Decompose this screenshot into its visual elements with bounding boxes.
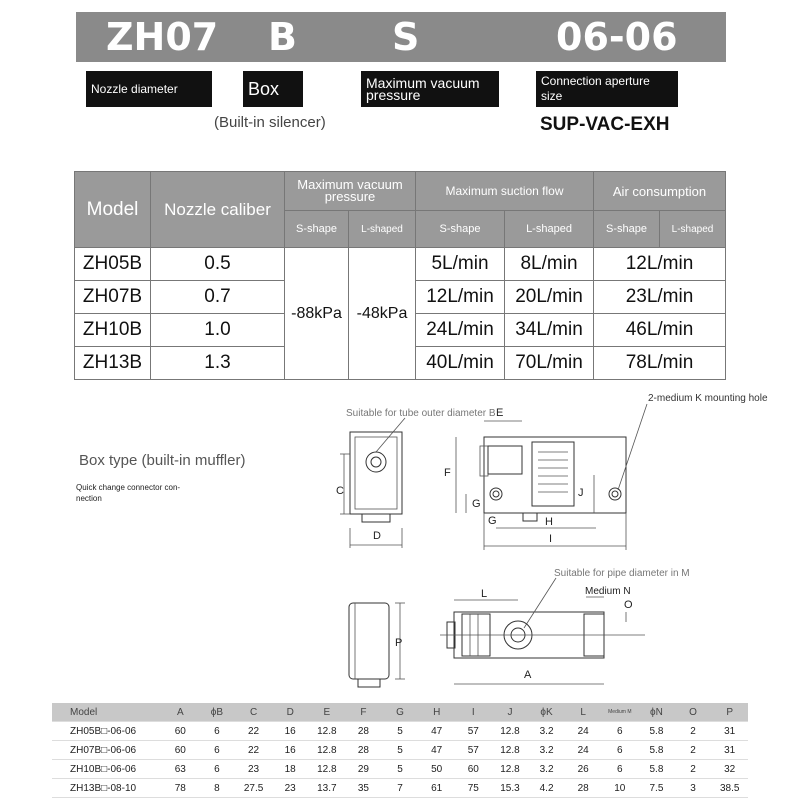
- header-air-consumption: Air consumption: [594, 172, 726, 211]
- dim-cell: 5: [382, 760, 419, 779]
- dim-header-cell: E: [309, 703, 346, 722]
- dim-l: L: [481, 588, 488, 600]
- dim-header-cell: ϕN: [638, 703, 675, 722]
- dim-cell: 16: [272, 722, 309, 741]
- dim-cell: 23: [272, 779, 309, 798]
- dim-d: D: [373, 530, 381, 542]
- dim-cell: 61: [418, 779, 455, 798]
- cell-vacuum-l: -48kPa: [349, 248, 416, 380]
- dim-cell: 60: [162, 741, 199, 760]
- dim-header-cell: ϕK: [528, 703, 565, 722]
- dim-h: H: [545, 516, 553, 528]
- dim-cell: 24: [565, 741, 602, 760]
- dim-cell: 5: [382, 741, 419, 760]
- cell-model: ZH05B: [75, 248, 151, 281]
- dim-cell: 57: [455, 722, 492, 741]
- dim-header-cell: P: [711, 703, 748, 722]
- dim-header-cell: G: [382, 703, 419, 722]
- dim-cell: 60: [455, 760, 492, 779]
- dim-cell: 12.8: [492, 722, 529, 741]
- cell-air: 12L/min: [594, 248, 726, 281]
- dim-cell: 26: [565, 760, 602, 779]
- dim-cell: 60: [162, 722, 199, 741]
- table-row: [52, 741, 748, 760]
- dim-header-cell: Medium M: [602, 703, 639, 722]
- dim-p: P: [395, 637, 403, 649]
- dim-cell: 35: [345, 779, 382, 798]
- cell-caliber: 1.0: [151, 314, 285, 347]
- front-view: [456, 404, 647, 550]
- cell-caliber: 1.3: [151, 347, 285, 380]
- dim-cell: 12.8: [309, 760, 346, 779]
- dim-cell: 4.2: [528, 779, 565, 798]
- dim-cell: 50: [418, 760, 455, 779]
- dim-cell: ZH05B□-06-06: [52, 722, 162, 741]
- dim-cell: 15.3: [492, 779, 529, 798]
- header-air-s: S-shape: [594, 211, 660, 248]
- cell-suction-s: 40L/min: [416, 347, 505, 380]
- dim-cell: 31: [711, 722, 748, 741]
- dim-cell: 6: [602, 760, 639, 779]
- cell-model: ZH07B: [75, 281, 151, 314]
- dim-header-cell: L: [565, 703, 602, 722]
- table-row: [52, 760, 748, 779]
- dim-cell: 6: [199, 722, 236, 741]
- dim-header-cell: D: [272, 703, 309, 722]
- code-type: B: [268, 15, 297, 59]
- dim-cell: 32: [711, 760, 748, 779]
- dim-header-cell: ϕB: [199, 703, 236, 722]
- cell-air: 23L/min: [594, 281, 726, 314]
- dim-cell: 47: [418, 722, 455, 741]
- dim-cell: 63: [162, 760, 199, 779]
- dim-cell: 5.8: [638, 722, 675, 741]
- header-suction-s: S-shape: [416, 211, 505, 248]
- cell-caliber: 0.5: [151, 248, 285, 281]
- dim-cell: 31: [711, 741, 748, 760]
- dim-i: I: [549, 533, 553, 545]
- dim-cell: 78: [162, 779, 199, 798]
- dim-cell: 3.2: [528, 760, 565, 779]
- note-medium-n: Medium N: [585, 586, 631, 597]
- dim-cell: 10: [602, 779, 639, 798]
- cell-suction-l: 34L/min: [505, 314, 594, 347]
- dim-header-cell: J: [492, 703, 529, 722]
- cell-suction-s: 5L/min: [416, 248, 505, 281]
- header-vacuum-l: L-shaped: [349, 211, 416, 248]
- dim-f: F: [444, 467, 451, 479]
- cell-suction-l: 8L/min: [505, 248, 594, 281]
- code-aperture: 06-06: [556, 15, 678, 59]
- dim-header-cell: A: [162, 703, 199, 722]
- dim-cell: 6: [199, 741, 236, 760]
- dim-table-header: [52, 703, 748, 722]
- header-vacuum-s: S-shape: [285, 211, 349, 248]
- dim-a: A: [524, 669, 532, 681]
- dim-cell: 7.5: [638, 779, 675, 798]
- code-vacuum: S: [392, 15, 420, 59]
- drawing-subtitle-1: Quick change connector con-: [76, 483, 181, 492]
- silencer-note: (Built-in silencer): [214, 114, 326, 131]
- dim-cell: 22: [235, 722, 272, 741]
- dim-cell: 27.5: [235, 779, 272, 798]
- cell-model: ZH13B: [75, 347, 151, 380]
- dim-cell: 28: [345, 722, 382, 741]
- header-suction-flow: Maximum suction flow: [416, 172, 594, 211]
- code-series: ZH07: [106, 15, 219, 59]
- note-pipe-diameter: Suitable for pipe diameter in M: [554, 568, 690, 579]
- dimension-table: [52, 703, 748, 798]
- dim-c: C: [336, 485, 344, 497]
- dim-cell: 5: [382, 722, 419, 741]
- dim-cell: 6: [602, 722, 639, 741]
- drawing-subtitle-2: nection: [76, 494, 102, 503]
- header-nozzle-caliber: Nozzle caliber: [151, 172, 285, 248]
- dim-cell: 5.8: [638, 741, 675, 760]
- header-model: Model: [75, 172, 151, 248]
- cell-suction-s: 12L/min: [416, 281, 505, 314]
- cell-suction-l: 20L/min: [505, 281, 594, 314]
- cell-vacuum-s: -88kPa: [285, 248, 349, 380]
- note-mounting-hole: 2-medium K mounting hole: [648, 393, 768, 404]
- dim-cell: 13.7: [309, 779, 346, 798]
- dim-cell: ZH10B□-06-06: [52, 760, 162, 779]
- label-max-vacuum: Maximum vacuum pressure: [361, 71, 499, 107]
- dim-cell: ZH07B□-06-06: [52, 741, 162, 760]
- label-box: Box: [243, 71, 303, 107]
- dim-cell: 12.8: [492, 741, 529, 760]
- cell-suction-s: 24L/min: [416, 314, 505, 347]
- label-connection-aperture: Connection aperture size: [536, 71, 678, 107]
- cell-air: 46L/min: [594, 314, 726, 347]
- cell-air: 78L/min: [594, 347, 726, 380]
- exhaust-code: SUP-VAC-EXH: [540, 114, 670, 135]
- dim-cell: 29: [345, 760, 382, 779]
- dim-cell: 28: [345, 741, 382, 760]
- header-suction-l: L-shaped: [505, 211, 594, 248]
- dim-g: G: [488, 515, 497, 527]
- dim-cell: 24: [565, 722, 602, 741]
- dim-o: O: [624, 599, 633, 611]
- dim-cell: 12.8: [492, 760, 529, 779]
- end-view: [340, 418, 405, 548]
- dim-e: E: [496, 407, 504, 419]
- dim-header-cell: H: [418, 703, 455, 722]
- dim-cell: 57: [455, 741, 492, 760]
- cell-model: ZH10B: [75, 314, 151, 347]
- dim-cell: 2: [675, 760, 712, 779]
- dim-cell: 7: [382, 779, 419, 798]
- dim-cell: ZH13B□-08-10: [52, 779, 162, 798]
- table-row: [52, 779, 748, 798]
- dim-cell: 47: [418, 741, 455, 760]
- dim-cell: 6: [199, 760, 236, 779]
- dim-cell: 16: [272, 741, 309, 760]
- drawing-title: Box type (built-in muffler): [79, 452, 246, 469]
- label-nozzle-diameter: Nozzle diameter: [86, 71, 212, 107]
- header-max-vacuum: Maximum vacuum pressure: [285, 172, 416, 211]
- dim-cell: 75: [455, 779, 492, 798]
- dim-cell: 38.5: [711, 779, 748, 798]
- dim-cell: 3.2: [528, 741, 565, 760]
- dim-cell: 8: [199, 779, 236, 798]
- dim-g-side: G: [472, 498, 481, 510]
- table-row: [52, 722, 748, 741]
- dim-cell: 2: [675, 722, 712, 741]
- dim-cell: 6: [602, 741, 639, 760]
- note-tube-diameter: Suitable for tube outer diameter B: [346, 408, 496, 419]
- dim-cell: 22: [235, 741, 272, 760]
- dim-header-cell: F: [345, 703, 382, 722]
- header-air-l: L-shaped: [660, 211, 726, 248]
- dim-cell: 2: [675, 741, 712, 760]
- dim-cell: 12.8: [309, 722, 346, 741]
- dim-cell: 23: [235, 760, 272, 779]
- dim-cell: 5.8: [638, 760, 675, 779]
- dim-header-cell: I: [455, 703, 492, 722]
- dim-cell: 3.2: [528, 722, 565, 741]
- cell-caliber: 0.7: [151, 281, 285, 314]
- dim-cell: 3: [675, 779, 712, 798]
- cell-suction-l: 70L/min: [505, 347, 594, 380]
- dim-header-cell: Model: [52, 703, 162, 722]
- dim-j: J: [578, 487, 584, 499]
- dim-cell: 28: [565, 779, 602, 798]
- dim-cell: 12.8: [309, 741, 346, 760]
- dim-cell: 18: [272, 760, 309, 779]
- dim-header-cell: C: [235, 703, 272, 722]
- dim-header-cell: O: [675, 703, 712, 722]
